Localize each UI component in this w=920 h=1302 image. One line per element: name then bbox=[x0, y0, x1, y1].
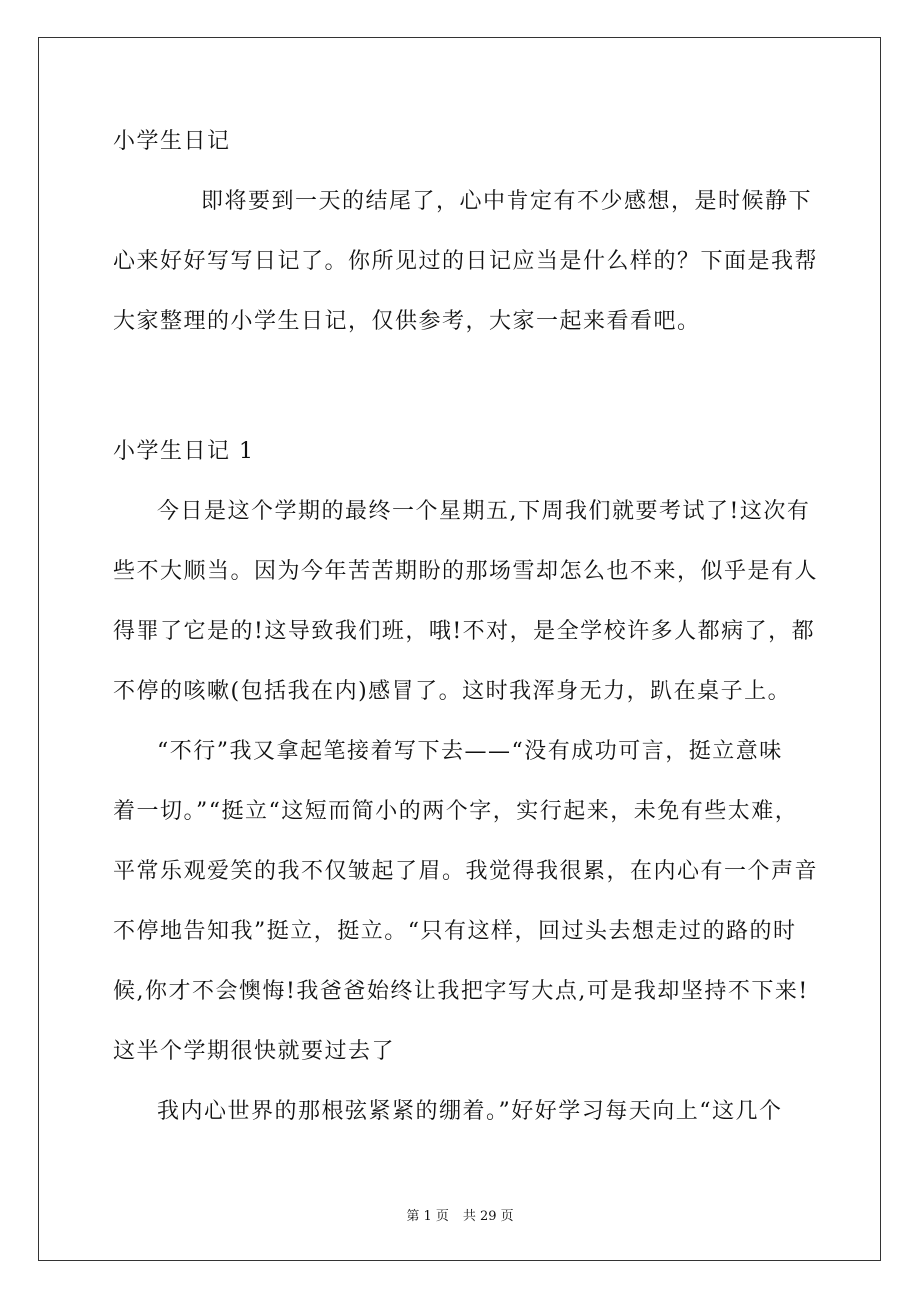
paragraph-line: 不停的咳嗽(包括我在内)感冒了。这时我浑身无力，趴在桌子上。 bbox=[113, 679, 792, 704]
section-title: 小学生日记 1 bbox=[113, 439, 255, 464]
paragraph-line: 平常乐观爱笑的我不仅皱起了眉。我觉得我很累，在内心有一个声音 bbox=[113, 859, 819, 884]
paragraph-line: 着一切。”“挺立“这短而简小的两个字，实行起来，未免有些太难， bbox=[113, 799, 799, 824]
page-number: 第 1 页 bbox=[406, 1209, 449, 1224]
paragraph-line: 候,你才不会懊悔!我爸爸始终让我把字写大点,可是我却坚持不下来! bbox=[113, 979, 809, 1004]
page-total: 共 29 页 bbox=[462, 1209, 514, 1224]
document-title: 小学生日记 bbox=[113, 129, 231, 154]
paragraph-line: “不行”我又拿起笔接着写下去——“没有成功可言，挺立意味 bbox=[157, 739, 783, 764]
intro-line: 心来好好写写日记了。你所见过的日记应当是什么样的？下面是我帮 bbox=[113, 249, 819, 274]
document-body bbox=[113, 112, 819, 1142]
paragraph-line: 这半个学期很快就要过去了 bbox=[113, 1039, 396, 1064]
paragraph-line: 不停地告知我”挺立，挺立。“只有这样，回过头去想走过的路的时 bbox=[113, 919, 797, 944]
paragraph-line: 些不大顺当。因为今年苦苦期盼的那场雪却怎么也不来，似乎是有人 bbox=[113, 559, 819, 584]
section-spacer bbox=[113, 352, 813, 422]
page-footer bbox=[0, 1205, 920, 1224]
intro-line: 即将要到一天的结尾了，心中肯定有不少感想，是时候静下 bbox=[201, 189, 813, 214]
paragraph-line: 我内心世界的那根弦紧紧的绷着。”好好学习每天向上“这几个 bbox=[157, 1099, 783, 1124]
intro-line: 大家整理的小学生日记，仅供参考，大家一起来看看吧。 bbox=[113, 309, 701, 334]
paragraph-line: 得罪了它是的!这导致我们班，哦!不对，是全学校许多人都病了，都 bbox=[113, 619, 816, 644]
paragraph-line: 今日是这个学期的最终一个星期五,下周我们就要考试了!这次有 bbox=[157, 499, 811, 524]
